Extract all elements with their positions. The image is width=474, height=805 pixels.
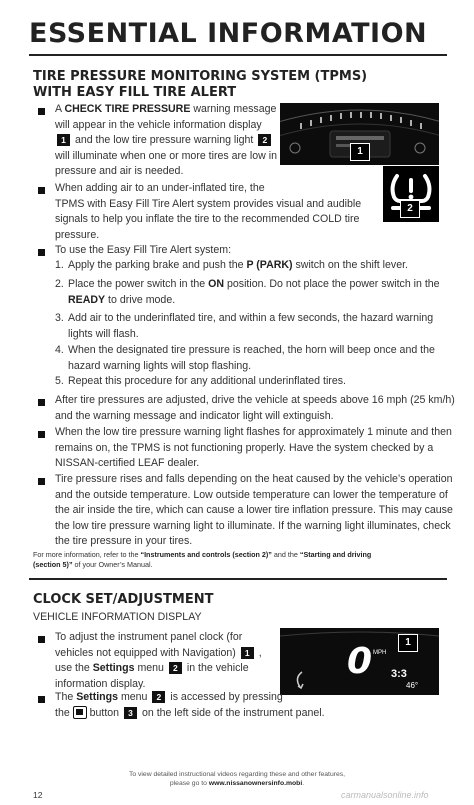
watermark: carmanualsonline.info (341, 790, 429, 800)
step-number: 1. (55, 259, 64, 271)
temp-readout: 46° (406, 681, 419, 690)
clock-bullet-2: The Settings menu 2 is accessed by pressing the button 3 on the left side of the instrument panel. (55, 691, 325, 719)
bullet (38, 399, 45, 406)
callout-1: 1 (350, 143, 370, 161)
speed-readout: 0 (347, 641, 373, 682)
heading-rule (29, 54, 447, 56)
step-3: Add air to the underinflated tire, and within a few seconds, the hazard warning lights will flash. (68, 312, 434, 340)
step-number: 2. (55, 278, 64, 290)
clock-subtitle: VEHICLE INFORMATION DISPLAY (33, 611, 202, 623)
badge-1: 1 (241, 647, 254, 659)
badge-3: 3 (124, 707, 137, 719)
tpms-warning-light-image (383, 166, 439, 222)
clock-display-image (280, 628, 439, 695)
step-1: Apply the parking brake and push the P (PARK) switch on the shift lever. (68, 259, 408, 271)
badge-2: 2 (152, 691, 165, 703)
footer-line-1: To view detailed instructional videos regarding these and other features, (128, 771, 346, 778)
clock-title: CLOCK SET/ADJUSTMENT (33, 592, 214, 607)
tpms-bullet-4: After tire pressures are adjusted, drive the vehicle at speeds above 16 mph (25 km/h) and the warning message and indicator light will extinguish. (55, 394, 455, 422)
section-rule (29, 578, 447, 580)
callout-2: 2 (400, 200, 420, 218)
bullet (38, 431, 45, 438)
bullet (38, 249, 45, 256)
badge-1: 1 (57, 134, 70, 146)
bullet (38, 108, 45, 115)
footer-link[interactable]: www.nissanownersinfo.mobi (208, 780, 303, 787)
tpms-bullet-2: When adding air to an under-inflated tire, the TPMS with Easy Fill Tire Alert system provides visual and audible signals to help you inflate the tire to the recommended COLD tire pressure. (55, 182, 362, 241)
page-number: 12 (33, 790, 43, 800)
bullet (38, 478, 45, 485)
step-number: 3. (55, 312, 64, 324)
step-5: Repeat this procedure for any additional underinflated tires. (68, 375, 346, 387)
clock-readout: 3:3 (391, 668, 407, 680)
reference-note: For more information, refer to the “Instruments and controls (section 2)” and the “Starting and driving (section 5)” of your Owner’s Manual. (33, 550, 372, 569)
tpms-bullet-1: A CHECK TIRE PRESSURE warning message will appear in the vehicle information display 1 and the low tire pressure warning light 2 will illuminate when one or more tires are low in pressure and air is needed. (55, 103, 277, 177)
step-number: 4. (55, 344, 64, 356)
bullet (38, 696, 45, 703)
callout-1: 1 (398, 634, 418, 652)
clock-bullet-1: To adjust the instrument panel clock (for vehicles not equipped with Navigation) 1 , use the Settings menu 2 in the vehicle information display. (55, 631, 262, 690)
settings-button-icon (73, 706, 87, 719)
tpms-title-line1: TIRE PRESSURE MONITORING SYSTEM (TPMS) (33, 69, 368, 84)
tpms-title (33, 69, 367, 101)
tpms-bullet-5: When the low tire pressure warning light flashes for approximately 1 minute and then remains on, the TPMS is not functioning properly. Have the system checked by a NISSAN-certified LEAF dealer. (55, 426, 452, 469)
badge-2: 2 (258, 134, 271, 146)
badge-2: 2 (169, 662, 182, 674)
tpms-title-line2: WITH EASY FILL TIRE ALERT (33, 85, 237, 100)
tpms-bullet-6: Tire pressure rises and falls depending on the heat caused by the vehicle’s operation and the outside temperature. Low outside temperature can lower the temperature of the air inside the tire, which can cause a lower tire inflation pressure. This may cause the low tire pressure warning light to illuminate. If the warning light illuminates, check the tire pressure in your tires. (55, 473, 453, 547)
step-4: When the designated tire pressure is reached, the horn will beep once and the hazard warning lights will stop flashing. (68, 344, 435, 372)
instrument-cluster-image (280, 103, 439, 165)
bullet (38, 187, 45, 194)
bullet (38, 636, 45, 643)
step-number: 5. (55, 375, 64, 387)
tpms-bullet-3: To use the Easy Fill Tire Alert system: (55, 244, 232, 256)
step-2: Place the power switch in the ON position. Do not place the power switch in the READY to drive mode. (68, 278, 440, 306)
footer-line-2: please go to www.nissanownersinfo.mobi. (169, 780, 305, 787)
page-heading: ESSENTIAL INFORMATION (29, 18, 428, 49)
speed-unit: MPH (373, 650, 387, 656)
